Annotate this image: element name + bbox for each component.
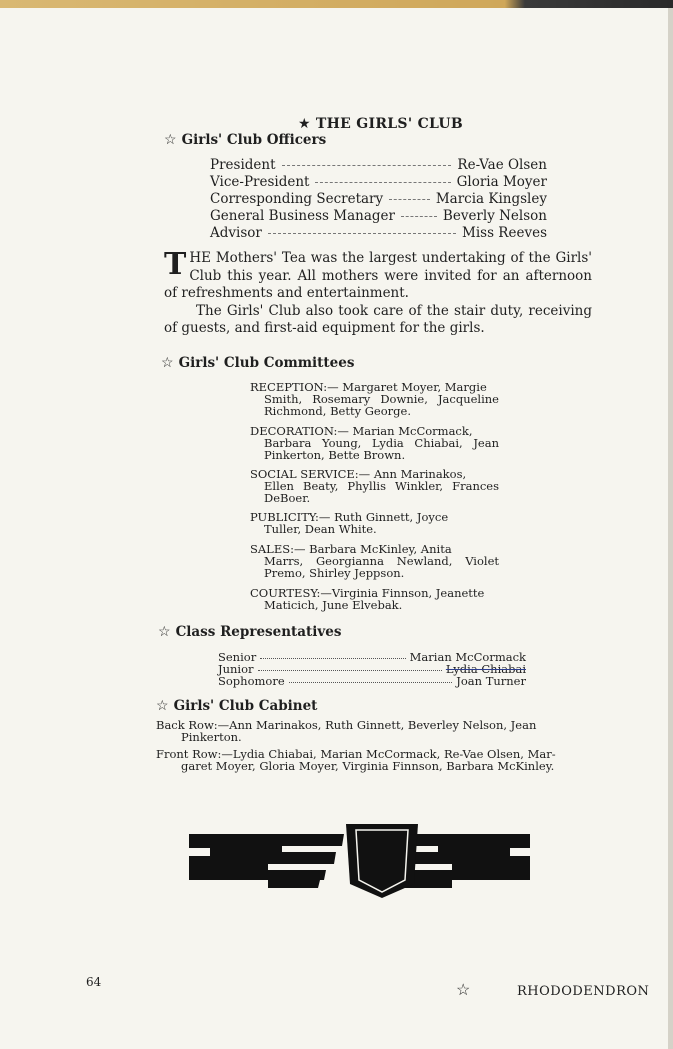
page-edge-top bbox=[0, 0, 673, 8]
leader-dashes bbox=[282, 165, 452, 166]
rep-row: Junior Lydia Chiabai bbox=[218, 662, 526, 676]
story-paragraph-2: The Girls' Club also took care of the stair duty, receiving of guests, and first-aid equipment for the girls. bbox=[164, 302, 592, 336]
officer-row: Corresponding Secretary Marcia Kingsley bbox=[210, 191, 547, 207]
officer-row: President Re-Vae Olsen bbox=[210, 157, 547, 173]
cabinet-front-row: Front Row:—Lydia Chiabai, Marian McCormack, Re-Vae Olsen, Mar- garet Moyer, Gloria Moyer, Virginia Finnson, Barbara McKinley. bbox=[156, 747, 556, 773]
committee-entry: SOCIAL SERVICE:— Ann Marinakos, Ellen Beaty, Phyllis Winkler, Frances DeBoer. bbox=[250, 467, 499, 505]
committees-heading: ☆ Girls' Club Committees bbox=[161, 355, 355, 371]
leader-dashes bbox=[389, 199, 430, 200]
leader-dots bbox=[258, 670, 442, 671]
leader-dots bbox=[289, 682, 453, 683]
page-number: 64 bbox=[86, 975, 102, 989]
leader-dashes bbox=[268, 233, 456, 234]
officer-row: General Business Manager Beverly Nelson bbox=[210, 208, 547, 224]
story-text bbox=[164, 247, 592, 338]
star-outline-icon: ☆ bbox=[456, 980, 471, 999]
page-edge-right bbox=[668, 8, 673, 1049]
committee-entry: RECEPTION:— Margaret Moyer, Margie Smith, Rosemary Downie, Jacqueline Richmond, Betty George. bbox=[250, 380, 499, 418]
yearbook-title-footer: RHODODENDRON bbox=[517, 984, 650, 999]
leader-dashes bbox=[401, 216, 437, 217]
reps-heading: ☆ Class Representatives bbox=[158, 624, 342, 640]
drop-cap: T bbox=[164, 247, 187, 282]
star-outline-icon: ☆ bbox=[164, 132, 177, 148]
page-title: ★ THE GIRLS' CLUB bbox=[298, 116, 464, 132]
officer-row: Vice-President Gloria Moyer bbox=[210, 174, 547, 190]
rep-row: Senior Marian McCormack bbox=[218, 650, 526, 664]
committee-entry: PUBLICITY:— Ruth Ginnett, Joyce Tuller, Dean White. bbox=[250, 510, 449, 536]
star-outline-icon: ☆ bbox=[161, 355, 174, 371]
leader-dashes bbox=[315, 182, 450, 183]
committee-entry: DECORATION:— Marian McCormack, Barbara Young, Lydia Chiabai, Jean Pinkerton, Bette Brown. bbox=[250, 424, 499, 462]
winged-emblem-icon bbox=[186, 822, 562, 900]
officers-heading: ☆ Girls' Club Officers bbox=[164, 132, 327, 148]
committee-entry: COURTESY:—Virginia Finnson, Jeanette Maticich, June Elvebak. bbox=[250, 586, 485, 612]
cabinet-heading: ☆ Girls' Club Cabinet bbox=[156, 698, 318, 714]
story-paragraph-1: HE Mothers' Tea was the largest undertaking of the Girls' Club this year. All mothers were invited for an afternoon of refreshments and entertainment. bbox=[164, 250, 592, 301]
cabinet-back-row: Back Row:—Ann Marinakos, Ruth Ginnett, Beverley Nelson, Jean Pinkerton. bbox=[156, 718, 537, 744]
committee-entry: SALES:— Barbara McKinley, Anita Marrs, Georgianna Newland, Violet Premo, Shirley Jeppson. bbox=[250, 542, 499, 580]
star-filled-icon: ★ bbox=[298, 116, 311, 132]
officer-row: Advisor Miss Reeves bbox=[210, 225, 547, 241]
star-outline-icon: ☆ bbox=[158, 624, 171, 640]
star-outline-icon: ☆ bbox=[156, 698, 169, 714]
rep-row: Sophomore Joan Turner bbox=[218, 674, 526, 688]
leader-dots bbox=[260, 658, 405, 659]
